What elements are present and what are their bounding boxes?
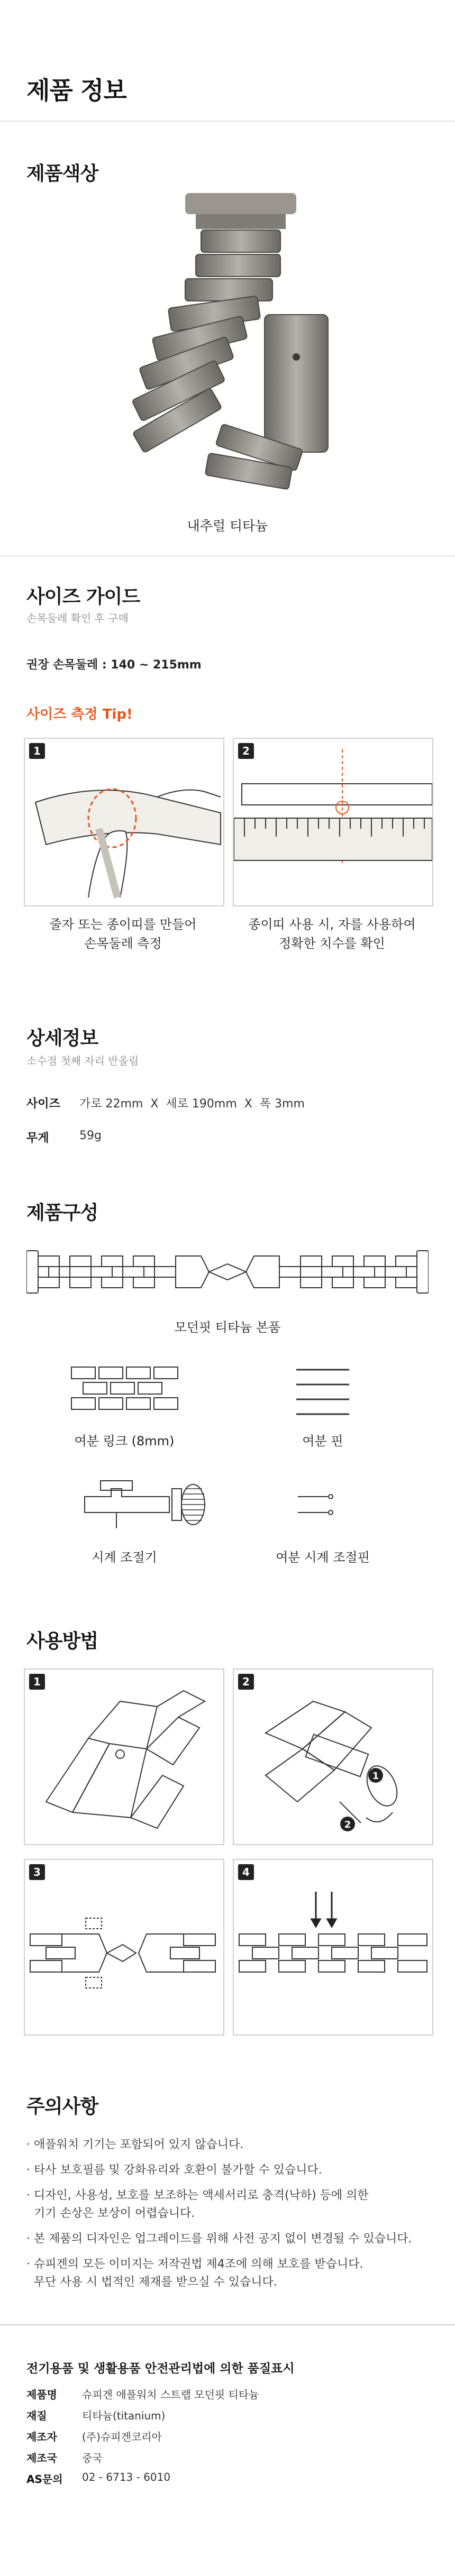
tip-box-2: [233, 738, 433, 906]
component-links-label: 여분 링크 (8mm): [74, 1434, 175, 1449]
size-label: 사이즈: [26, 1097, 60, 1111]
usage-badge-4: 4: [238, 1864, 254, 1880]
safety-label-maker: 제조자: [26, 2431, 57, 2443]
caution-title: 주의사항: [26, 2096, 98, 2117]
component-adjuster-pins-label: 여분 시계 조절핀: [276, 1550, 370, 1565]
title-divider: [0, 121, 455, 122]
usage-step-1: [24, 1669, 224, 1845]
safety-title: 전기용품 및 생활용품 안전관리법에 의한 품질표시: [26, 2362, 295, 2376]
caution-item: · 디자인, 사용성, 보호를 보조하는 액세서리로 충격(낙하) 등에 의한: [26, 2189, 369, 2202]
size-guide-title: 사이즈 가이드: [26, 586, 140, 608]
safety-value-as: 02 - 6713 - 6010: [82, 2471, 171, 2483]
tip-2-line-1: 종이띠 사용 시, 자를 사용하여: [248, 917, 416, 932]
color-divider: [0, 555, 455, 556]
safety-value-country: 중국: [82, 2452, 103, 2464]
safety-divider: [0, 2324, 455, 2325]
safety-value-maker: (주)슈피겐코리아: [82, 2431, 162, 2443]
tip-title: 사이즈 측정 Tip!: [26, 707, 133, 722]
safety-label-country: 제조국: [26, 2452, 57, 2464]
tip-2-line-2: 정확한 치수를 확인: [279, 936, 385, 951]
size-value: 가로 22mm X 세로 190mm X 폭 3mm: [79, 1097, 305, 1111]
usage-step-2: [233, 1669, 433, 1845]
tip-badge-1: 1: [29, 743, 45, 759]
page-title: 제품 정보: [26, 76, 126, 105]
caution-item: · 애플워치 기기는 포함되어 있지 않습니다.: [26, 2138, 244, 2151]
component-pins-label: 여분 핀: [302, 1434, 343, 1449]
callout-2: 2: [344, 1819, 351, 1830]
watch-band-image: [122, 188, 344, 500]
safety-value-material: 티타늄(titanium): [82, 2409, 166, 2422]
usage-badge-1: 1: [29, 1674, 45, 1690]
usage-badge-2: 2: [238, 1674, 254, 1690]
safety-value-name: 슈피겐 애플워치 스트랩 모던핏 티타늄: [82, 2388, 259, 2401]
tip-badge-2: 2: [238, 743, 254, 759]
caution-item: · 슈피겐의 모든 이미지는 저작권법 제4조에 의해 보호를 받습니다.: [26, 2258, 363, 2271]
component-main-label: 모던핏 티타늄 본품: [174, 1320, 281, 1335]
spare-links-icon: [66, 1362, 183, 1415]
tip-1-line-2: 손목둘레 측정: [84, 936, 162, 951]
safety-label-as: AS문의: [26, 2473, 63, 2486]
safety-label-material: 재질: [26, 2409, 47, 2422]
color-section-title: 제품색상: [26, 163, 98, 185]
weight-label: 무게: [26, 1132, 49, 1145]
component-adjuster-label: 시계 조절기: [92, 1550, 157, 1565]
watch-adjuster-icon: [79, 1475, 212, 1534]
callout-1: 1: [372, 1771, 379, 1782]
size-guide-subtitle: 손목둘레 확인 후 구매: [26, 612, 129, 625]
caution-item: 기기 손상은 보상이 어렵습니다.: [26, 2207, 195, 2220]
caution-item: 무단 사용 시 법적인 제재를 받으실 수 있습니다.: [26, 2276, 277, 2289]
spare-pins-icon: [294, 1364, 352, 1417]
tip-2-text: [233, 915, 431, 953]
details-subtitle: 소수점 첫째 자리 반올림: [26, 1055, 139, 1067]
tip-1-text: [24, 915, 222, 953]
caution-item: · 본 제품의 디자인은 업그레이드를 위해 사전 공지 없이 변경될 수 있습니다.: [26, 2232, 412, 2245]
usage-title: 사용방법: [26, 1630, 98, 1652]
usage-step-3: [24, 1859, 224, 2036]
spare-adjuster-pins-icon: [294, 1489, 336, 1520]
color-name: 내추럴 티타늄: [187, 518, 268, 534]
tip-1-line-1: 줄자 또는 종이띠를 만들어: [49, 917, 197, 932]
weight-value: 59g: [79, 1129, 102, 1142]
tip-box-1: [24, 738, 224, 906]
usage-step-4: [233, 1859, 433, 2036]
usage-badge-3: 3: [29, 1864, 45, 1880]
details-title: 상세정보: [26, 1028, 98, 1049]
band-diagram: [26, 1240, 429, 1304]
recommended-wrist: 권장 손목둘레 : 140 ~ 215mm: [26, 658, 202, 672]
caution-item: · 타사 보호필름 및 강화유리와 호환이 불가할 수 있습니다.: [26, 2164, 322, 2177]
components-title: 제품구성: [26, 1202, 98, 1224]
safety-label-name: 제품명: [26, 2388, 57, 2401]
